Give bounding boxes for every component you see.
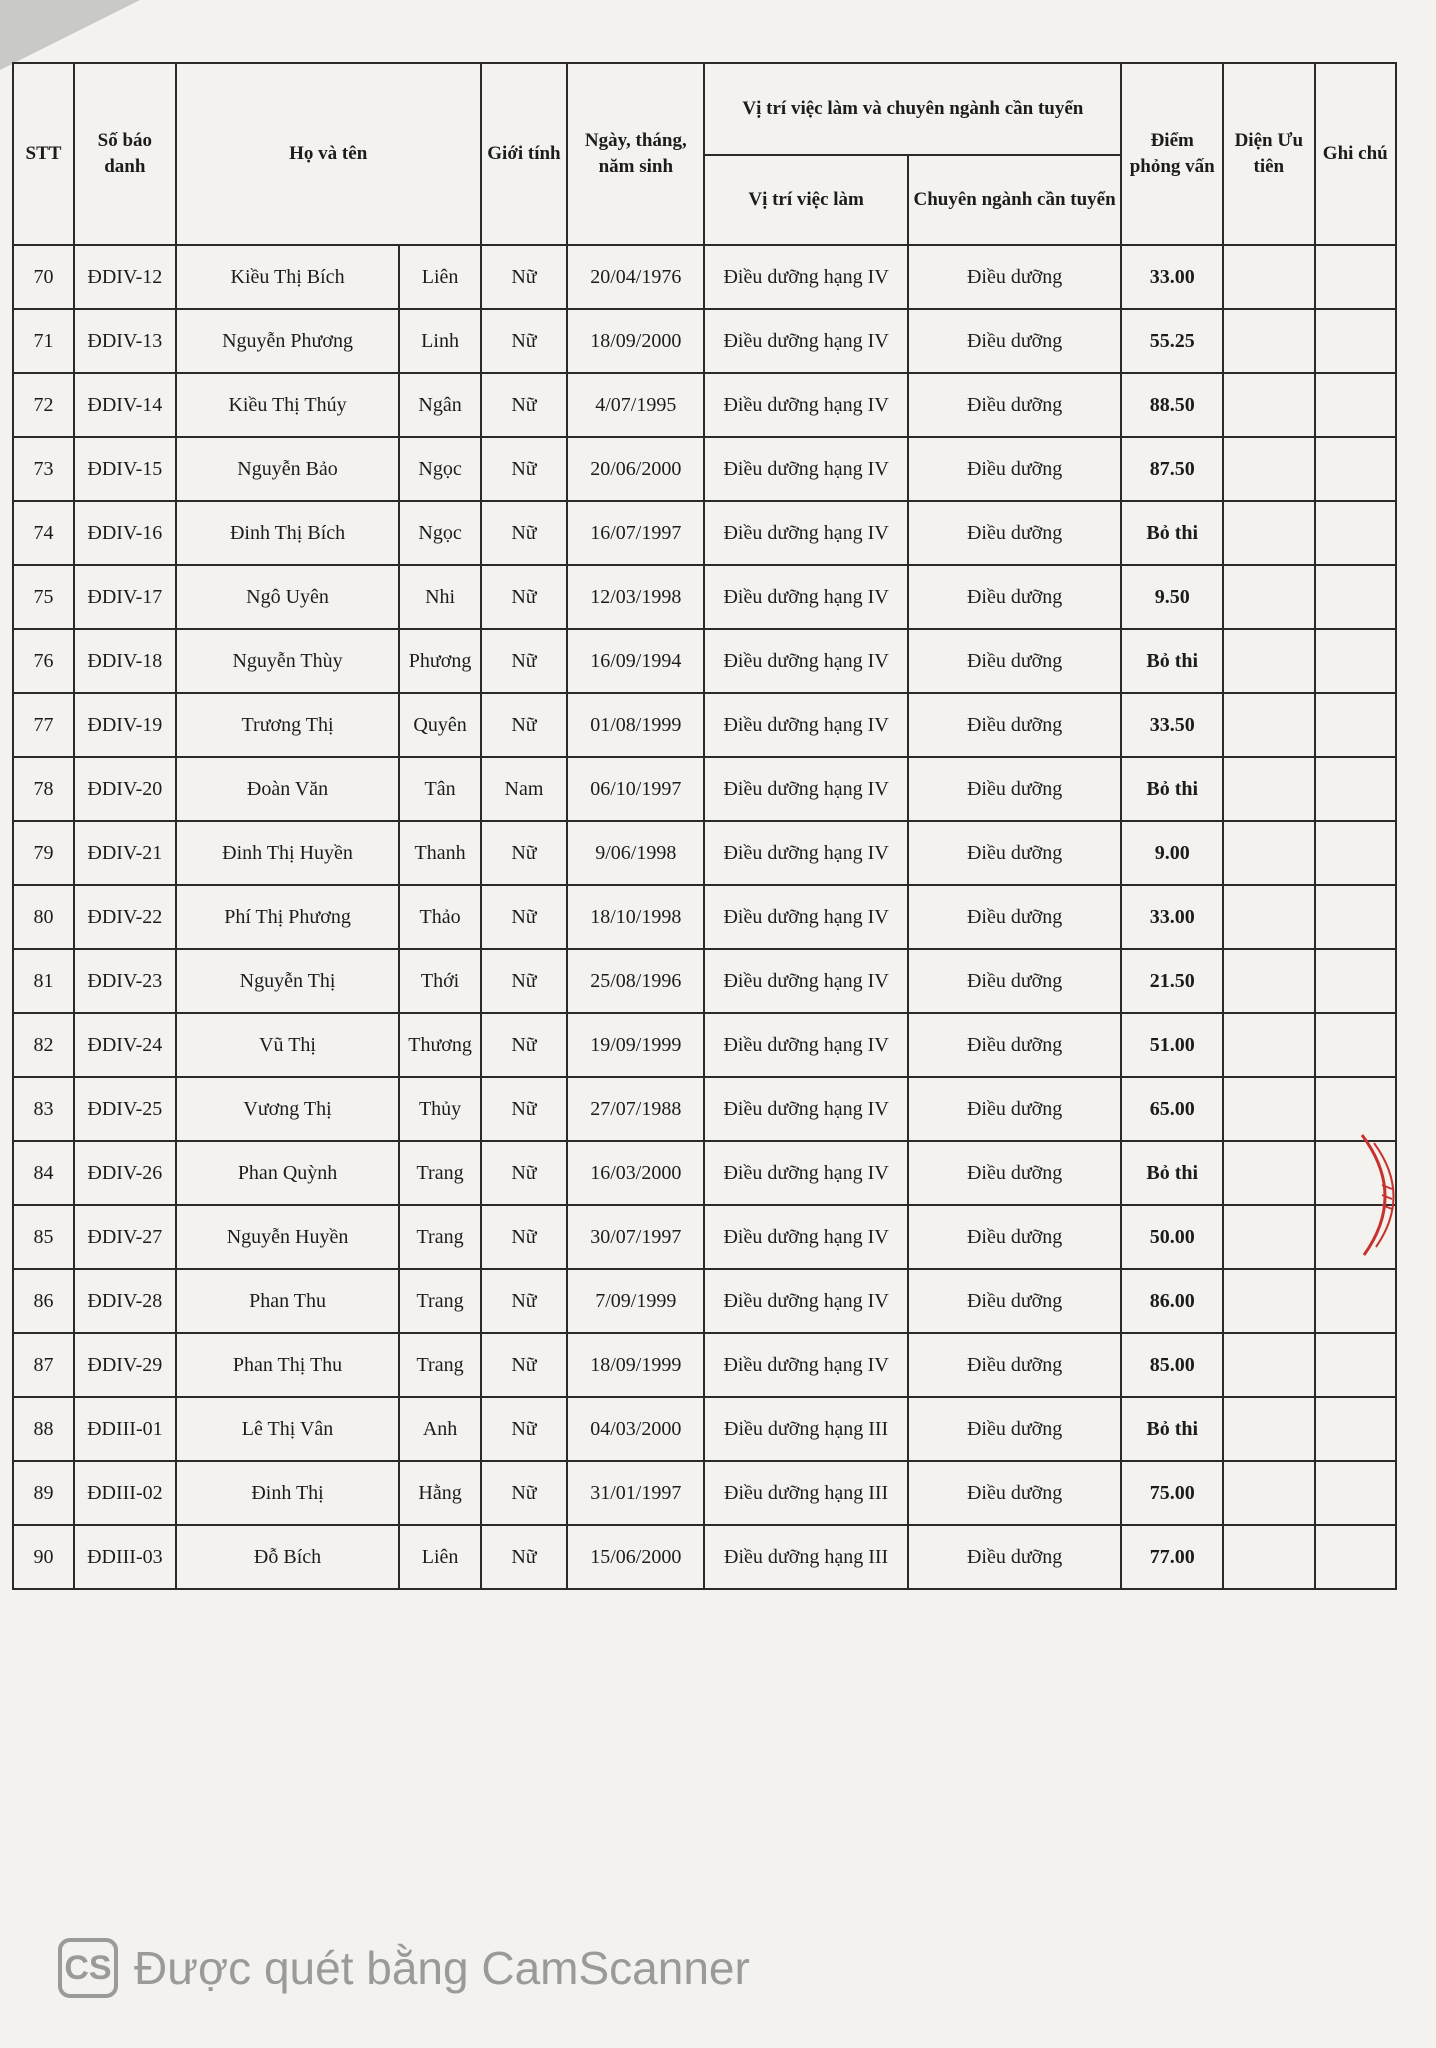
row-name-first: Nguyễn Thị [176,949,400,1013]
row-position: Điều dưỡng hạng IV [704,629,907,693]
row-name-first: Nguyễn Huyền [176,1205,400,1269]
row-name-last: Trang [399,1269,480,1333]
table-row [13,1205,1396,1269]
row-name-first: Đoàn Văn [176,757,400,821]
row-major: Điều dưỡng [908,1077,1122,1141]
row-priority [1223,1077,1315,1141]
row-score: 9.00 [1121,821,1223,885]
row-name-first: Vương Thị [176,1077,400,1141]
row-note [1315,373,1396,437]
row-score: 75.00 [1121,1461,1223,1525]
row-priority [1223,373,1315,437]
row-gender: Nữ [481,373,567,437]
row-name-last: Thảo [399,885,480,949]
document-sheet [12,62,1397,1590]
row-position: Điều dưỡng hạng IV [704,1013,907,1077]
row-sbd: ĐDIV-17 [74,565,176,629]
row-stt: 86 [13,1269,74,1333]
table-row [13,1077,1396,1141]
row-stt: 85 [13,1205,74,1269]
row-stt: 72 [13,373,74,437]
row-position: Điều dưỡng hạng III [704,1525,907,1589]
row-name-first: Đinh Thị [176,1461,400,1525]
row-score: 77.00 [1121,1525,1223,1589]
row-dob: 01/08/1999 [567,693,704,757]
row-name-first: Phan Quỳnh [176,1141,400,1205]
table-row [13,309,1396,373]
row-dob: 27/07/1988 [567,1077,704,1141]
row-name-first: Kiều Thị Thúy [176,373,400,437]
row-name-first: Nguyễn Phương [176,309,400,373]
header-gender: Giới tính [481,63,567,245]
row-stt: 81 [13,949,74,1013]
row-major: Điều dưỡng [908,885,1122,949]
row-priority [1223,885,1315,949]
row-dob: 04/03/2000 [567,1397,704,1461]
row-sbd: ĐDIV-23 [74,949,176,1013]
row-dob: 20/04/1976 [567,245,704,309]
row-priority [1223,949,1315,1013]
red-stamp-mark [1352,1125,1412,1265]
row-score: Bỏ thi [1121,1397,1223,1461]
row-major: Điều dưỡng [908,693,1122,757]
row-priority [1223,1333,1315,1397]
row-dob: 16/03/2000 [567,1141,704,1205]
row-position: Điều dưỡng hạng IV [704,1077,907,1141]
row-sbd: ĐDIV-26 [74,1141,176,1205]
row-gender: Nữ [481,501,567,565]
row-score: 21.50 [1121,949,1223,1013]
row-priority [1223,1141,1315,1205]
row-major: Điều dưỡng [908,565,1122,629]
row-sbd: ĐDIII-02 [74,1461,176,1525]
row-priority [1223,757,1315,821]
row-sbd: ĐDIV-13 [74,309,176,373]
row-position: Điều dưỡng hạng IV [704,821,907,885]
row-note [1315,1013,1396,1077]
row-gender: Nữ [481,245,567,309]
row-note [1315,565,1396,629]
row-dob: 06/10/1997 [567,757,704,821]
row-dob: 16/07/1997 [567,501,704,565]
row-major: Điều dưỡng [908,1333,1122,1397]
table-row [13,245,1396,309]
row-name-last: Ngọc [399,437,480,501]
row-major: Điều dưỡng [908,629,1122,693]
row-note [1315,757,1396,821]
row-note [1315,1525,1396,1589]
row-stt: 73 [13,437,74,501]
row-score: Bỏ thi [1121,629,1223,693]
row-sbd: ĐDIV-12 [74,245,176,309]
row-dob: 16/09/1994 [567,629,704,693]
row-dob: 25/08/1996 [567,949,704,1013]
row-priority [1223,693,1315,757]
row-note [1315,501,1396,565]
row-stt: 77 [13,693,74,757]
row-score: 33.50 [1121,693,1223,757]
row-note [1315,885,1396,949]
header-priority: Diện Ưu tiên [1223,63,1315,245]
row-position: Điều dưỡng hạng IV [704,309,907,373]
row-dob: 18/10/1998 [567,885,704,949]
row-position: Điều dưỡng hạng IV [704,949,907,1013]
row-position: Điều dưỡng hạng IV [704,1205,907,1269]
row-dob: 7/09/1999 [567,1269,704,1333]
row-priority [1223,1013,1315,1077]
row-name-last: Ngọc [399,501,480,565]
row-position: Điều dưỡng hạng IV [704,693,907,757]
header-dob: Ngày, tháng, năm sinh [567,63,704,245]
row-gender: Nữ [481,1397,567,1461]
row-stt: 78 [13,757,74,821]
row-name-first: Kiều Thị Bích [176,245,400,309]
row-major: Điều dưỡng [908,245,1122,309]
table-row [13,629,1396,693]
row-note [1315,245,1396,309]
row-name-last: Trang [399,1333,480,1397]
row-name-last: Liên [399,245,480,309]
row-sbd: ĐDIII-03 [74,1525,176,1589]
row-priority [1223,245,1315,309]
row-gender: Nam [481,757,567,821]
header-major: Chuyên ngành cần tuyển [908,155,1122,245]
row-stt: 87 [13,1333,74,1397]
row-major: Điều dưỡng [908,1461,1122,1525]
row-gender: Nữ [481,1333,567,1397]
row-position: Điều dưỡng hạng IV [704,1333,907,1397]
table-row [13,1461,1396,1525]
row-score: 65.00 [1121,1077,1223,1141]
row-name-last: Phương [399,629,480,693]
row-dob: 30/07/1997 [567,1205,704,1269]
row-stt: 84 [13,1141,74,1205]
page-corner-fold [0,0,140,70]
row-note [1315,629,1396,693]
row-sbd: ĐDIV-25 [74,1077,176,1141]
row-stt: 74 [13,501,74,565]
row-sbd: ĐDIV-19 [74,693,176,757]
table-row [13,501,1396,565]
table-row [13,565,1396,629]
row-note [1315,949,1396,1013]
row-dob: 18/09/2000 [567,309,704,373]
row-priority [1223,437,1315,501]
row-stt: 82 [13,1013,74,1077]
row-position: Điều dưỡng hạng IV [704,565,907,629]
row-priority [1223,1397,1315,1461]
row-name-last: Thanh [399,821,480,885]
row-priority [1223,309,1315,373]
row-dob: 4/07/1995 [567,373,704,437]
header-position-group: Vị trí việc làm và chuyên ngành cần tuyển [704,63,1121,155]
row-name-last: Nhi [399,565,480,629]
row-gender: Nữ [481,1461,567,1525]
row-name-first: Nguyễn Bảo [176,437,400,501]
table-row [13,1333,1396,1397]
row-score: 86.00 [1121,1269,1223,1333]
row-sbd: ĐDIV-15 [74,437,176,501]
header-note: Ghi chú [1315,63,1396,245]
row-position: Điều dưỡng hạng IV [704,1269,907,1333]
row-gender: Nữ [481,437,567,501]
row-stt: 89 [13,1461,74,1525]
row-stt: 80 [13,885,74,949]
row-name-last: Ngân [399,373,480,437]
row-gender: Nữ [481,885,567,949]
row-name-last: Liên [399,1525,480,1589]
row-sbd: ĐDIV-24 [74,1013,176,1077]
row-major: Điều dưỡng [908,949,1122,1013]
row-gender: Nữ [481,1205,567,1269]
row-name-first: Vũ Thị [176,1013,400,1077]
row-note [1315,309,1396,373]
row-note [1315,1397,1396,1461]
row-major: Điều dưỡng [908,757,1122,821]
camscanner-logo: CS [58,1938,118,1998]
row-name-first: Ngô Uyên [176,565,400,629]
row-sbd: ĐDIV-29 [74,1333,176,1397]
row-note [1315,1269,1396,1333]
table-row [13,1269,1396,1333]
row-major: Điều dưỡng [908,1397,1122,1461]
row-name-last: Tân [399,757,480,821]
row-note [1315,1461,1396,1525]
table-row [13,1397,1396,1461]
row-gender: Nữ [481,949,567,1013]
row-name-first: Phan Thu [176,1269,400,1333]
row-priority [1223,1269,1315,1333]
row-stt: 83 [13,1077,74,1141]
row-sbd: ĐDIII-01 [74,1397,176,1461]
row-note [1315,1333,1396,1397]
row-position: Điều dưỡng hạng III [704,1397,907,1461]
row-name-first: Nguyễn Thùy [176,629,400,693]
row-major: Điều dưỡng [908,1013,1122,1077]
header-score: Điểm phỏng vấn [1121,63,1223,245]
row-major: Điều dưỡng [908,373,1122,437]
row-position: Điều dưỡng hạng IV [704,245,907,309]
row-name-first: Lê Thị Vân [176,1397,400,1461]
row-sbd: ĐDIV-21 [74,821,176,885]
row-dob: 18/09/1999 [567,1333,704,1397]
row-major: Điều dưỡng [908,501,1122,565]
table-body [13,245,1396,1589]
header-name: Họ và tên [176,63,481,245]
row-position: Điều dưỡng hạng IV [704,373,907,437]
row-note [1315,437,1396,501]
row-gender: Nữ [481,1525,567,1589]
row-major: Điều dưỡng [908,821,1122,885]
table-row [13,1013,1396,1077]
row-score: Bỏ thi [1121,501,1223,565]
row-priority [1223,821,1315,885]
row-priority [1223,501,1315,565]
row-name-first: Đinh Thị Bích [176,501,400,565]
row-gender: Nữ [481,1077,567,1141]
row-gender: Nữ [481,693,567,757]
row-gender: Nữ [481,1141,567,1205]
row-gender: Nữ [481,565,567,629]
row-note [1315,693,1396,757]
row-score: Bỏ thi [1121,1141,1223,1205]
table-row [13,1141,1396,1205]
table-row [13,949,1396,1013]
row-stt: 90 [13,1525,74,1589]
row-gender: Nữ [481,309,567,373]
row-name-first: Đinh Thị Huyền [176,821,400,885]
table-row [13,757,1396,821]
row-name-last: Thới [399,949,480,1013]
row-major: Điều dưỡng [908,1269,1122,1333]
row-gender: Nữ [481,821,567,885]
row-name-last: Thủy [399,1077,480,1141]
row-score: 55.25 [1121,309,1223,373]
row-note [1315,821,1396,885]
row-sbd: ĐDIV-22 [74,885,176,949]
row-gender: Nữ [481,1013,567,1077]
camscanner-text: Được quét bằng CamScanner [134,1942,750,1994]
row-position: Điều dưỡng hạng IV [704,757,907,821]
row-major: Điều dưỡng [908,309,1122,373]
row-sbd: ĐDIV-14 [74,373,176,437]
row-major: Điều dưỡng [908,1141,1122,1205]
row-name-first: Phí Thị Phương [176,885,400,949]
row-dob: 20/06/2000 [567,437,704,501]
table-row [13,373,1396,437]
row-score: 85.00 [1121,1333,1223,1397]
row-priority [1223,1205,1315,1269]
row-priority [1223,629,1315,693]
table-row [13,693,1396,757]
row-stt: 71 [13,309,74,373]
row-position: Điều dưỡng hạng IV [704,885,907,949]
row-position: Điều dưỡng hạng III [704,1461,907,1525]
row-score: 33.00 [1121,245,1223,309]
row-score: Bỏ thi [1121,757,1223,821]
row-name-last: Quyên [399,693,480,757]
row-priority [1223,565,1315,629]
row-sbd: ĐDIV-20 [74,757,176,821]
row-name-first: Phan Thị Thu [176,1333,400,1397]
row-score: 51.00 [1121,1013,1223,1077]
row-major: Điều dưỡng [908,1525,1122,1589]
row-sbd: ĐDIV-28 [74,1269,176,1333]
row-position: Điều dưỡng hạng IV [704,437,907,501]
row-name-last: Trang [399,1141,480,1205]
row-score: 9.50 [1121,565,1223,629]
row-dob: 9/06/1998 [567,821,704,885]
row-stt: 88 [13,1397,74,1461]
row-name-last: Trang [399,1205,480,1269]
row-sbd: ĐDIV-16 [74,501,176,565]
row-name-last: Anh [399,1397,480,1461]
row-score: 88.50 [1121,373,1223,437]
row-name-first: Trương Thị [176,693,400,757]
row-sbd: ĐDIV-18 [74,629,176,693]
row-name-first: Đỗ Bích [176,1525,400,1589]
table-row [13,885,1396,949]
row-dob: 15/06/2000 [567,1525,704,1589]
row-major: Điều dưỡng [908,1205,1122,1269]
header-stt: STT [13,63,74,245]
row-stt: 75 [13,565,74,629]
row-sbd: ĐDIV-27 [74,1205,176,1269]
row-stt: 70 [13,245,74,309]
header-position: Vị trí việc làm [704,155,907,245]
row-name-last: Hằng [399,1461,480,1525]
table-row [13,1525,1396,1589]
row-score: 87.50 [1121,437,1223,501]
row-priority [1223,1461,1315,1525]
header-sbd: Số báo danh [74,63,176,245]
row-priority [1223,1525,1315,1589]
candidate-score-table [12,62,1397,1590]
row-score: 50.00 [1121,1205,1223,1269]
row-position: Điều dưỡng hạng IV [704,1141,907,1205]
row-stt: 79 [13,821,74,885]
row-position: Điều dưỡng hạng IV [704,501,907,565]
row-score: 33.00 [1121,885,1223,949]
row-name-last: Thương [399,1013,480,1077]
row-name-last: Linh [399,309,480,373]
row-gender: Nữ [481,629,567,693]
camscanner-watermark [58,1938,750,1998]
table-row [13,821,1396,885]
row-gender: Nữ [481,1269,567,1333]
row-dob: 12/03/1998 [567,565,704,629]
row-major: Điều dưỡng [908,437,1122,501]
row-dob: 31/01/1997 [567,1461,704,1525]
table-row [13,437,1396,501]
row-stt: 76 [13,629,74,693]
row-dob: 19/09/1999 [567,1013,704,1077]
